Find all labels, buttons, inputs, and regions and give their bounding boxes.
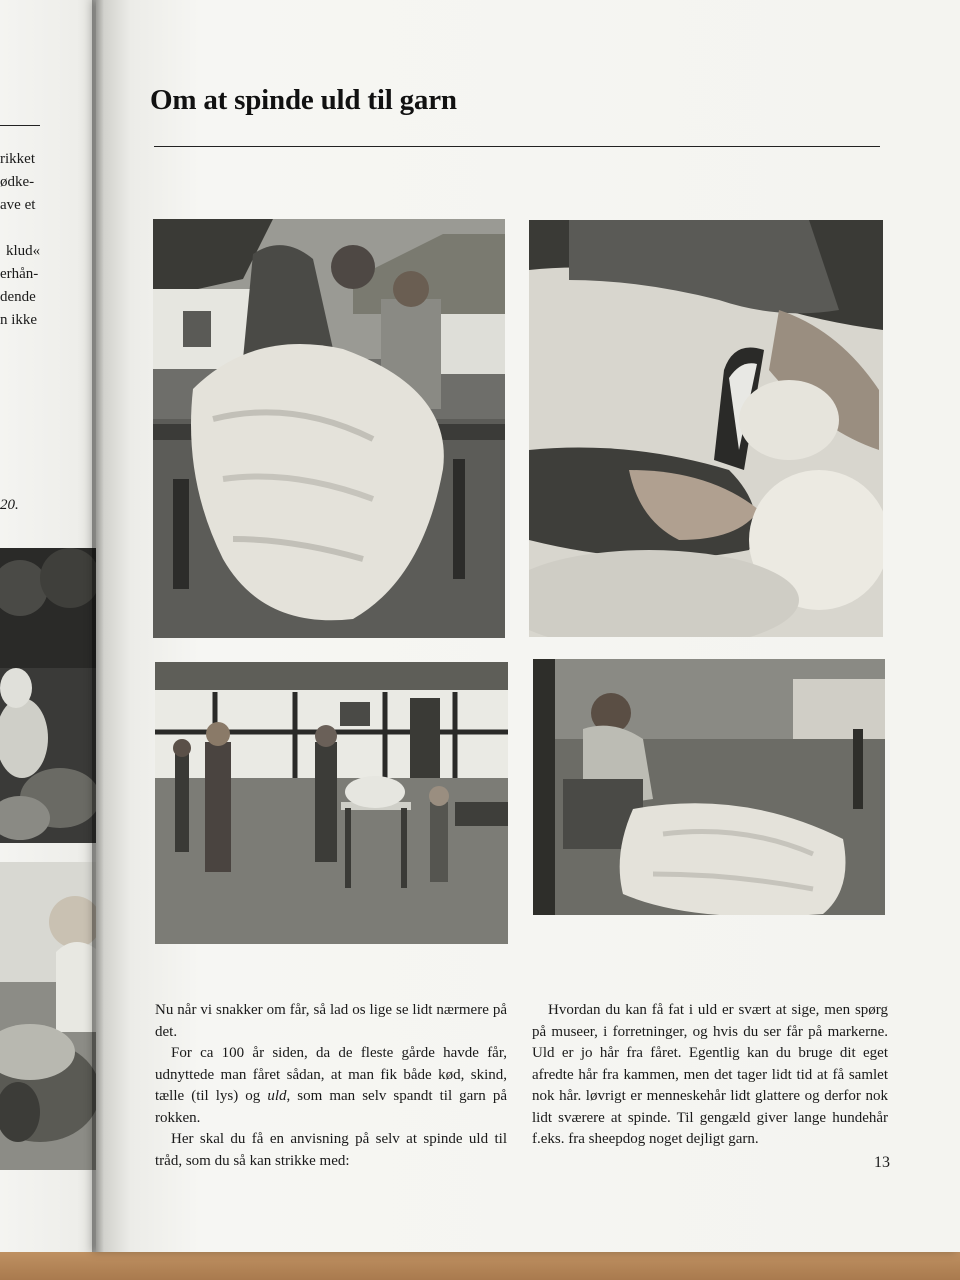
photo-courtyard-farmhouse [155,662,508,944]
paragraph: Her skal du få en anvisning på selv at spinde uld til tråd, som du så kan strikke med: [155,1131,507,1169]
left-line: dende [0,289,36,305]
photo-shearing-sheep-on-table [153,219,505,638]
body-column-right [532,1000,888,1151]
left-photo-child-sheep [0,862,100,1170]
page-title: Om at spinde uld til garn [150,84,457,116]
paragraph: Nu når vi snakker om får, så lad os lige se lidt nærmere på det. [155,1002,507,1040]
photo-closeup-shears-fleece [529,220,883,637]
left-line: rikket [0,151,35,167]
title-rule [154,146,880,147]
emphasis-word: uld [267,1088,287,1104]
paragraph: Hvordan du kan få fat i uld er svært at sige, men spørg på museer, i forretninger, og hvis du ser får på markerne. Uld er jo hår fra fåret. Egentlig kan du bruge dit eget afredte hår fra kammen, men det tager lidt tid at få samlet nok hår. løvrigt er menneskehår lidt glattere og derfor nok lidt sværere at spinde. Til gengæld giver lange hundehår f.eks. fra sheepdog noget dejligt garn. [532,1002,888,1147]
photo-child-with-fleece [533,659,885,915]
left-line [0,217,60,240]
left-line: ødke- [0,174,35,190]
left-line: erhån- [0,266,39,282]
left-page-figure-number: 20. [0,497,19,513]
left-line: klud« [6,243,41,259]
left-line: n ikke [0,312,38,328]
left-page-text [0,148,60,332]
paragraph-text: , som man selv spandt til garn på rokken. [155,1088,507,1126]
paragraph-text: For ca 100 år siden, da de fleste gårde havde får, udnyttede man fåret sådan, at man fik både kød, skind, tælle (til lys) og [155,1045,507,1104]
paragraph [155,1043,507,1129]
left-photo-lamb [0,548,100,843]
page-number: 13 [874,1154,890,1171]
left-line: ave et [0,197,36,213]
page-gutter-shadow [92,0,104,1252]
body-column-left [155,1000,507,1172]
left-page-rule [0,125,40,126]
